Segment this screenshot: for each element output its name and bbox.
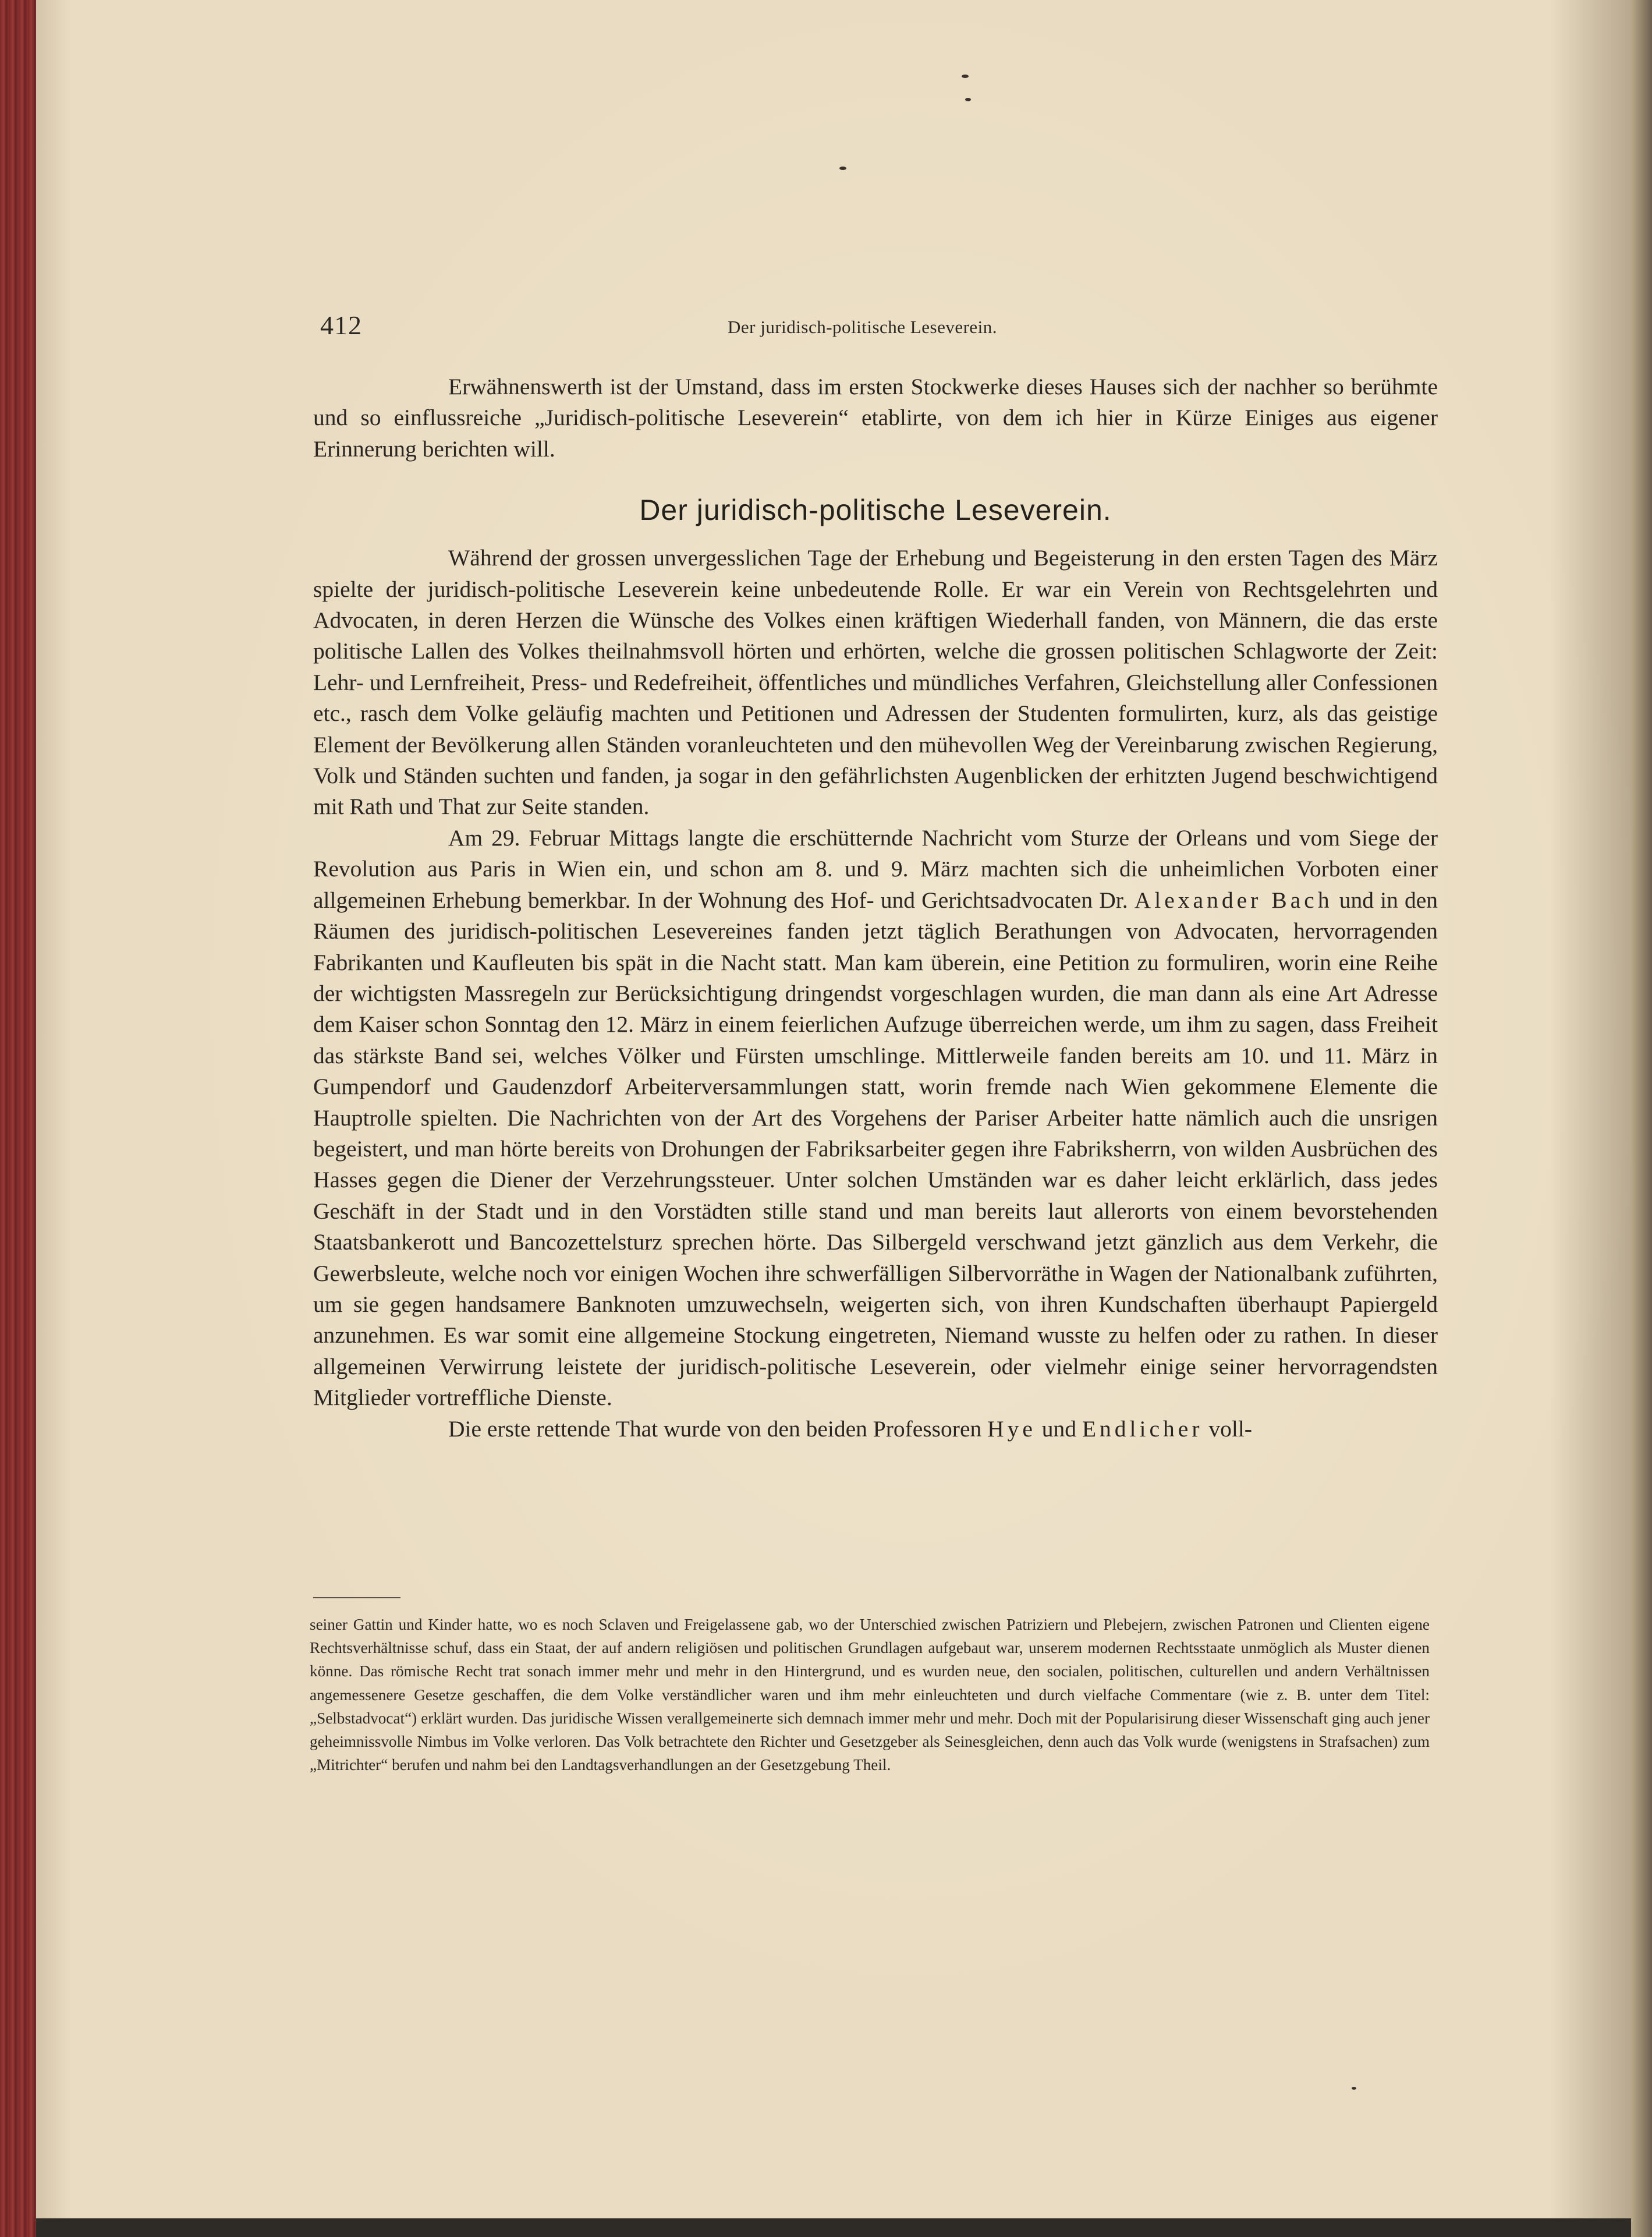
person-name-hye: Hye (987, 1415, 1036, 1442)
section-title: Der juridisch-politische Leseverein. (639, 494, 1112, 527)
paragraph-1: Während der grossen unvergesslichen Tage der Erhebung und Begeisterung in den ersten Tagen des März spielte der juridisch-politische Leseverein keine unbedeutende Rolle. Er war ein Verein von Rechtsgelehrten und Advocaten, in deren Herzen die Wünsche des Volkes einen kräftigen Wiederhall fanden, von Männern, die das erste politische Lallen des Volkes theilnahmsvoll hörten und erhörten, welche die grossen politischen Schlagworte der Zeit: Lehr- und Lernfreiheit, Press- und Redefreiheit, öffentliches und mündliches Verfahren, Gleichstellung aller Confessionen etc., rasch dem Volke geläufig machten und Petitionen und Adressen der Studenten formulirten, kurz, als das geistige Element der Bevölkerung allen Ständen voranleuchteten und den mühevollen Weg der Vereinbarung zwischen Regierung, Volk und Ständen suchten und fanden, ja sogar in den gefährlichsten Augenblicken der erhitzten Jugend beschwichtigend mit Rath und That zur Seite standen. (313, 545, 1438, 820)
paragraph-3-text-b: und (1041, 1415, 1077, 1442)
paragraph-3 (313, 1414, 1438, 1445)
footnote: seiner Gattin und Kinder hatte, wo es noch Sclaven und Freigelassene gab, wo der Unterschied zwischen Patriziern und Plebejern, zwischen Patronen und Clienten eigene Rechtsverhältnisse schuf, dass ein Staat, der auf andern religiösen und politischen Grundlagen aufgebaut war, unserem modernen Rechtsstaate unmöglich als Muster dienen könne. Das römische Recht trat sonach immer mehr und mehr in den Hintergrund, und es wurden neue, den socialen, politischen, culturellen und andern Verhältnissen angemessenere Gesetze geschaffen, die dem Volke verständlicher waren und ihm mehr einleuchteten und durch vielfache Commentare (wie z. B. unter dem Titel: „Selbstadvocat“) erklärt wurden. Das juridische Wissen verallgemeinerte sich demnach immer mehr und mehr. Doch mit der Popularisirung dieser Wissenschaft ging auch jener geheimnissvolle Nimbus im Volke verloren. Das Volk betrachtete den Richter und Gesetzgeber als Seinesgleichen, denn auch das Volk wurde (wenigstens in Strafsachen) zum „Mitrichter“ berufen und nahm bei den Landtagsverhandlungen an der Gesetzgebung Theil. (310, 1616, 1430, 1774)
page-number: 412 (320, 310, 362, 340)
page-bottom-edge (36, 2218, 1631, 2237)
paragraph-2 (313, 823, 1438, 1414)
main-text-column (313, 371, 1438, 1445)
paragraph-2-text-b: und in den Räumen des juridisch-politischen Lesevereines fanden jetzt täglich Berathungen von Advocaten, hervorragenden Fabrikanten und Kaufleuten bis spät in die Nacht statt. Man kam überein, eine Petition zu formuliren, worin eine Reihe der wichtigsten Massregeln zur Berücksichtigung dringendst vorgeschlagen wurden, die man dann als eine Art Adresse dem Kaiser schon Sonntag den 12. März in einem feierlichen Aufzuge überreichen werde, um ihm zu sagen, dass Freiheit das stärkste Band sei, welches Völker und Fürsten umschlinge. Mittlerweile fanden bereits am 10. und 11. März in Gumpendorf und Gaudenzdorf Arbeiterversammlungen statt, worin fremde nach Wien gekommene Elemente die Hauptrolle spielten. Die Nachrichten von der Art des Vorgehens der Pariser Arbeiter hatte nämlich auch die unsrigen begeistert, und man hörte bereits von Drohungen der Fabriksarbeiter gegen ihre Fabriksherrn, von wilden Ausbrüchen des Hasses gegen die Diener der Verzehrungssteuer. Unter solchen Umständen war es daher leicht erklärlich, dass jedes Geschäft in der Stadt und in den Vorstädten stille stand und man bereits laut allerorts von einem bevorstehenden Staatsbankerott und Bancozettelsturz sprechen hörte. Das Silbergeld verschwand jetzt gänzlich aus dem Verkehr, die Gewerbsleute, welche noch vor einigen Wochen ihre schwerfälligen Silbervorräthe in Wagen der Nationalbank zuführten, um sie gegen handsamere Banknoten umzuwechseln, weigerten sich, von ihren Kundschaften überhaupt Papiergeld anzunehmen. Es war somit eine allgemeine Stockung eingetreten, Niemand wusste zu helfen oder zu rathen. In dieser allgemeinen Verwirrung leistete der juridisch-politische Leseverein, oder vielmehr einige seiner hervorragendsten Mitglieder vortreffliche Dienste. (313, 887, 1438, 1411)
page-right-edge (1631, 0, 1652, 2237)
dust-speck (962, 75, 969, 78)
paragraph-3-text-c: voll- (1208, 1415, 1252, 1442)
dust-speck (839, 167, 846, 170)
intro-paragraph: Erwähnenswerth ist der Umstand, dass im ersten Stockwerke dieses Hauses sich der nachher so berühmte und so einflussreiche „Juridisch-politische Leseverein“ etablirte, von dem ich hier in Kürze Einiges aus eigener Erinnerung berichten will. (313, 374, 1438, 462)
page-header (320, 310, 1438, 345)
book-spine-edge (0, 0, 36, 2237)
dust-speck (1352, 2087, 1356, 2090)
running-head: Der juridisch-politische Leseverein. (728, 317, 998, 337)
dust-speck (965, 98, 971, 101)
person-name-endlicher: Endlicher (1082, 1415, 1203, 1442)
person-name-bach: Alexander Bach (1134, 887, 1333, 913)
paragraph-3-text-a: Die erste rettende That wurde von den beiden Professoren (448, 1415, 982, 1442)
paragraph-2-text-a: Am 29. Februar Mittags langte die erschütternde Nachricht vom Sturze der Orleans und vom Siege der Revolution aus Paris in Wien ein, und schon am 8. und 9. März machten sich die unheimlichen Vorboten einer allgemeinen Erhebung bemerkbar. In der Wohnung des Hof- und Gerichtsadvocaten Dr. (313, 824, 1438, 913)
footnote-rule (313, 1597, 400, 1598)
